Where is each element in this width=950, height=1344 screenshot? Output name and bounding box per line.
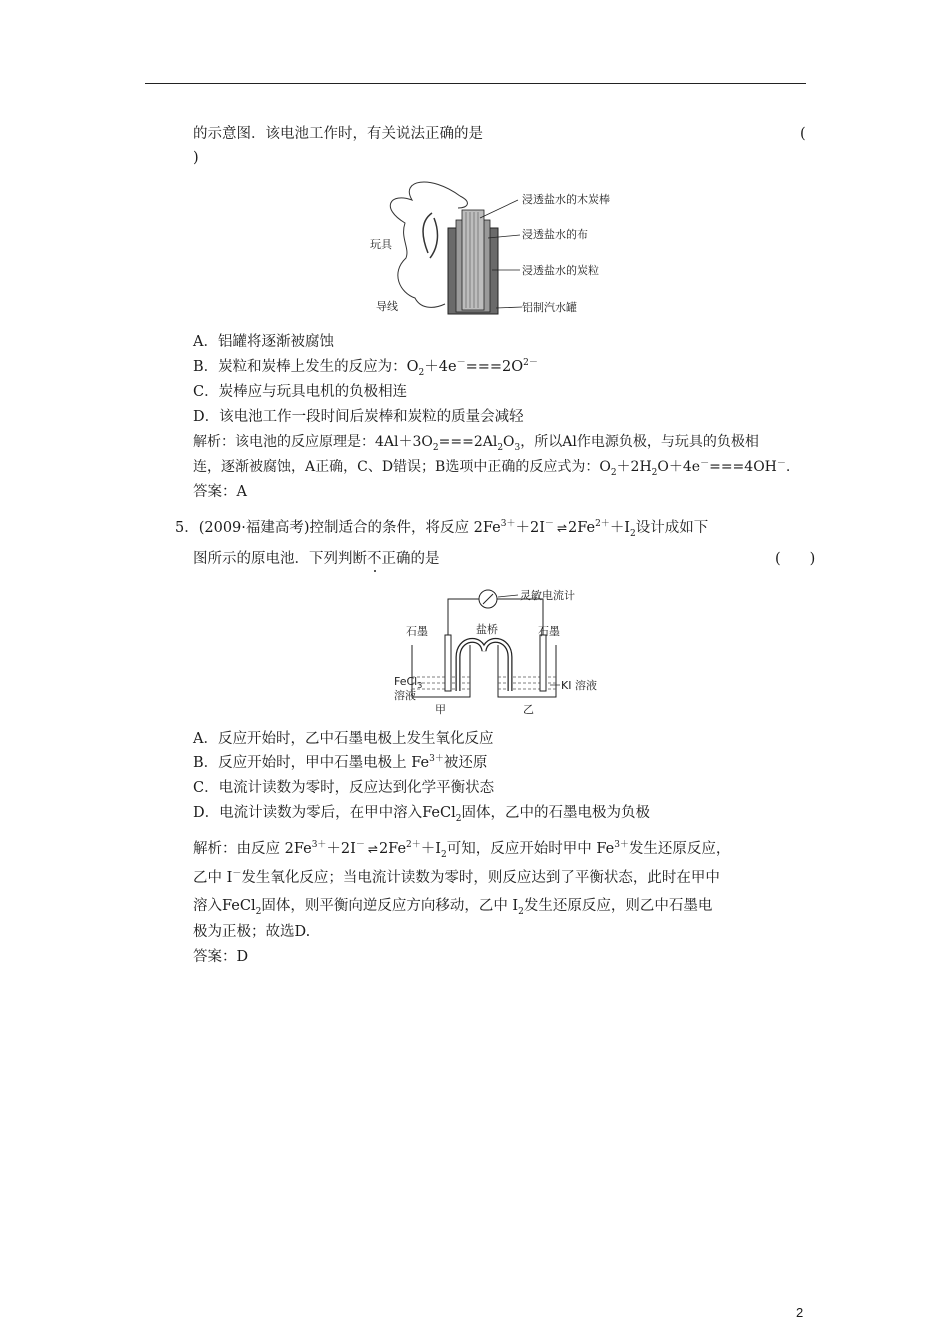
equilibrium-arrows-icon: ⇌ <box>367 842 376 856</box>
q4-stem: 的示意图．该电池工作时，有关说法正确的是 <box>193 126 483 142</box>
q5-stem-line1: 5．(2009·福建高考)控制适合的条件，将反应 $2Fe^{3+}+2I^-$ ⇌ $2Fe^{2+}+I_2$设计成如下 <box>175 519 709 539</box>
q4-bracket-open: ( <box>800 126 806 142</box>
label-cloth: 浸透盐水的布 <box>522 228 588 241</box>
left-wire <box>448 599 479 635</box>
equilibrium-arrows-icon: ⇌ <box>556 521 565 535</box>
q4-option-d: D．该电池工作一段时间后炭棒和炭粒的质量会减轻 <box>193 409 524 425</box>
graphite-electrode-left <box>445 635 451 691</box>
q4-analysis-line2: 连，逐渐被腐蚀，A正确，C、D错误；B选项中正确的反应式为：$O_2+2H_2O+4e^-===4OH^-$. <box>193 458 791 478</box>
carbon-rod <box>462 210 484 310</box>
header-rule <box>145 83 806 84</box>
label-salt-bridge: 盐桥 <box>476 623 498 636</box>
q4-option-b: B．炭粒和炭棒上发生的反应为：$O_2+4e^-===2O^{2-}$ <box>193 358 538 378</box>
q5-bracket: ( ) <box>775 551 816 567</box>
q5-stem-line2: 图所示的原电池．下列判断不正确的是 <box>193 551 440 567</box>
graphite-electrode-right <box>540 635 546 691</box>
label-graphite-right: 石墨 <box>538 625 560 638</box>
label-ki: KI 溶液 <box>561 679 597 692</box>
battery-figure <box>360 178 620 320</box>
q5-option-b: B．反应开始时，甲中石墨电极上 $Fe^{3+}$被还原 <box>193 754 488 771</box>
q5-option-d: D．电流计读数为零后，在甲中溶入FeCl$_2$固体，乙中的石墨电极为负极 <box>193 805 650 824</box>
label-particles: 浸透盐水的炭粒 <box>522 264 599 277</box>
q5-option-a: A．反应开始时，乙中石墨电极上发生氧化反应 <box>193 731 494 747</box>
q5-option-c: C．电流计读数为零时，反应达到化学平衡状态 <box>193 780 495 796</box>
page-number: 2 <box>796 1305 804 1320</box>
label-meter: 灵敏电流计 <box>520 589 575 602</box>
q5-analysis-line1: 解析：由反应 $2Fe^{3+}+2I^-$ ⇌ $2Fe^{2+}+I_2$可知，反应开始时甲中 $Fe^{3+}$发生还原反应， <box>193 840 731 860</box>
q4-option-c: C．炭棒应与玩具电机的负极相连 <box>193 384 408 400</box>
label-fecl3: FeCl$_3$ <box>394 675 423 690</box>
toy-motor <box>423 213 437 258</box>
label-toy: 玩具 <box>370 238 392 251</box>
label-wire: 导线 <box>376 300 398 313</box>
label-jia: 甲 <box>435 703 446 716</box>
label-rod: 浸透盐水的木炭棒 <box>522 193 610 206</box>
q5-analysis-line4: 极为正极；故选D. <box>193 924 311 940</box>
label-can: 铝制汽水罐 <box>522 301 577 314</box>
label-fecl3-solution: 溶液 <box>394 689 416 702</box>
right-wire <box>497 599 543 635</box>
q5-analysis-line2: 乙中 I－发生氧化反应；当电流计读数为零时，则反应达到了平衡状态，此时在甲中 <box>193 869 720 886</box>
q4-option-a: A．铝罐将逐渐被腐蚀 <box>193 334 334 350</box>
q5-analysis-line3: 溶入FeCl$_2$固体，则平衡向逆反应方向移动，乙中 $I_2$发生还原反应，则乙中石墨电 <box>193 898 713 917</box>
q4-bracket-close: ) <box>193 150 199 166</box>
beaker-right <box>498 645 556 697</box>
q5-answer: 答案：D <box>193 949 249 965</box>
q4-answer: 答案：A <box>193 484 247 500</box>
galvanic-cell-figure <box>390 585 610 720</box>
label-graphite-left: 石墨 <box>406 625 428 638</box>
q4-analysis-line1: 解析：该电池的反应原理是：$4Al+3O_2===2Al_2O_3$，所以Al作电源负极，与玩具的负极相 <box>193 434 759 453</box>
label-yi: 乙 <box>523 703 534 716</box>
